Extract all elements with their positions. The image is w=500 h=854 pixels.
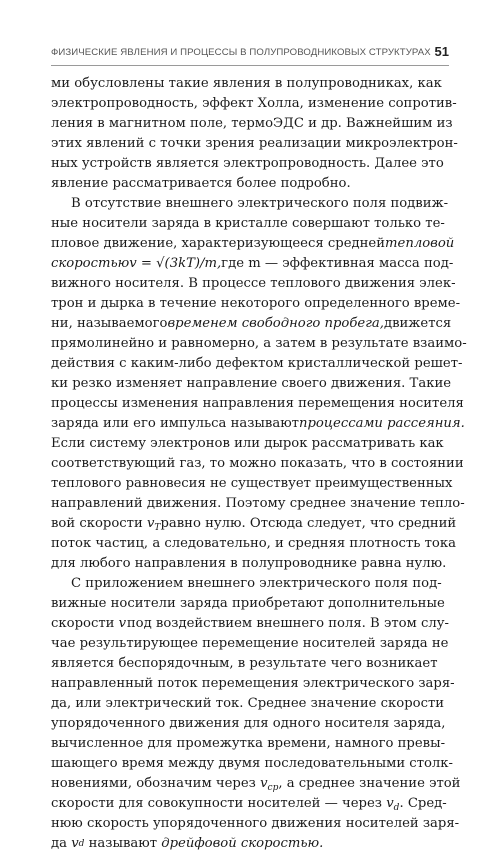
text-line: шающего время между двумя последовательными столк- [51, 756, 454, 771]
text-span [51, 774, 460, 794]
velocity-symbol: v [386, 796, 394, 811]
text-line: упорядоченного движения для одного носителя заряда, [51, 716, 446, 731]
text-line: ки резко изменяет направление своего движения. Такие [51, 376, 452, 391]
page-header [51, 43, 449, 66]
text-line: вычисленное для промежутка времени, намного превы- [51, 736, 446, 751]
text-line: да, или электрический ток. Среднее значение скорости [51, 696, 445, 711]
term-italic: процессами рассеяния. [298, 416, 465, 431]
text-line: поток частиц, а следовательно, и средняя плотность тока [51, 536, 456, 551]
text-span: где m — эффективная масса под- [221, 256, 454, 271]
text-span: называют [88, 836, 158, 851]
text-line [51, 514, 457, 534]
text-span: ни, называемого [51, 316, 168, 331]
text-line: ных устройств является электропроводность. Далее это [51, 156, 444, 171]
text-line [51, 234, 455, 254]
text-line: для любого направления в полупроводнике равна нулю. [51, 556, 447, 571]
term-italic: тепловой [385, 236, 455, 251]
text-line: прямолинейно и равномерно, а затем в результате взаимо- [51, 336, 467, 351]
velocity-subscript: d [393, 803, 400, 813]
text-line: В отсутствие внешнего электрического поля подвиж- [71, 196, 449, 211]
velocity-subscript: ср [267, 783, 279, 793]
text-line [51, 614, 449, 634]
text-line: теплового равновесия не существует преимущественных [51, 476, 453, 491]
text-line: направленный поток перемещения электрического заря- [51, 676, 455, 691]
text-span: заряда или его импульса называют [51, 416, 299, 431]
text-span [51, 794, 447, 814]
text-line: вижные носители заряда приобретают дополнительные [51, 596, 445, 611]
body-text [51, 74, 467, 854]
text-span: равно нулю. Отсюда следует, что средний [160, 516, 457, 531]
text-line: является беспорядочным, в результате чего возникает [51, 656, 438, 671]
text-span: пловое движение, характеризующееся средней [51, 236, 386, 251]
text-line: этих явлений с точки зрения реализации микроэлектрон- [51, 136, 458, 151]
text-line [51, 414, 465, 434]
velocity-symbol: v [146, 516, 155, 531]
text-line: действия с каким-либо дефектом кристаллической решет- [51, 356, 463, 371]
text-span [51, 614, 126, 634]
term-italic: временем свободного пробега, [167, 316, 384, 331]
page-number: 51 [434, 44, 449, 59]
text-line: ные носители заряда в кристалле совершают только те- [51, 216, 445, 231]
text-span: . Сред- [399, 796, 447, 811]
running-title: ФИЗИЧЕСКИЕ ЯВЛЕНИЯ И ПРОЦЕССЫ В ПОЛУПРОВОДНИКОВЫХ СТРУКТУРАХ [51, 47, 431, 58]
text-line: Если систему электронов или дырок рассматривать как [51, 436, 444, 451]
text-line [51, 314, 452, 334]
text-span: скорости для совокупности носителей — через [51, 796, 383, 811]
velocity-symbol: v [260, 776, 268, 791]
text-line: трон и дырка в течение некоторого определенного време- [51, 296, 461, 311]
text-span [51, 514, 160, 534]
text-line: нюю скорость упорядоченного движения носителей заря- [51, 816, 460, 831]
velocity-subscript: T [154, 523, 161, 533]
text-line: электропроводность, эффект Холла, изменение сопротив- [51, 96, 457, 111]
text-span: под воздействием внешнего поля. В этом слу- [126, 616, 449, 631]
velocity-symbol: v [71, 836, 79, 851]
text-line [51, 254, 454, 274]
text-span: да [51, 836, 67, 851]
text-line: чае результирующее перемещение носителей заряда не [51, 636, 449, 651]
thermal-velocity-formula: v = √(3kT)/m, [129, 256, 222, 271]
text-line: соответствующий газ, то можно показать, что в состоянии [51, 456, 464, 471]
text-line: явление рассматривается более подробно. [51, 176, 351, 191]
text-line: вижного носителя. В процессе теплового движения элек- [51, 276, 456, 291]
text-line: ления в магнитном поле, термоЭДС и др. Важнейшим из [51, 116, 453, 131]
text-span: движется [383, 316, 452, 331]
text-line [51, 774, 461, 794]
text-line [51, 794, 449, 814]
text-line: С приложением внешнего электрического поля под- [71, 576, 442, 591]
text-span: скорости [51, 616, 115, 631]
text-span: новениями, обозначим через [51, 776, 256, 791]
text-line: направлений движения. Поэтому среднее значение тепло- [51, 496, 465, 511]
text-span: вой скорости [51, 516, 143, 531]
velocity-symbol: v [118, 616, 127, 631]
text-span: , а среднее значение этой [278, 776, 461, 791]
text-line: ми обусловлены такие явления в полупроводниках, как [51, 76, 442, 91]
velocity-subscript: d [78, 839, 85, 849]
term-italic: дрейфовой скоростью. [161, 836, 324, 851]
text-line: процессы изменения направления перемещения носителя [51, 396, 464, 411]
term-italic: скоростью [51, 256, 130, 271]
text-line [51, 834, 449, 854]
